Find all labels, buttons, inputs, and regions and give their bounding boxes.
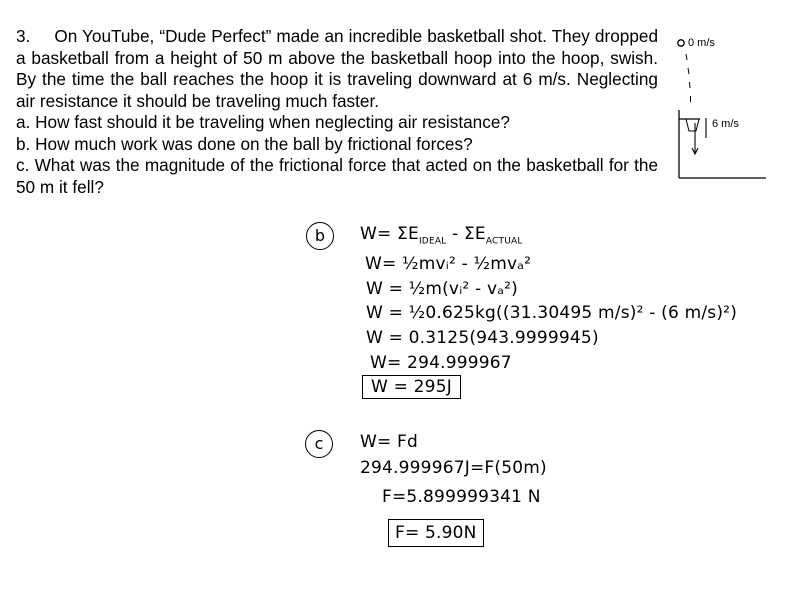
problem-intro-text: On YouTube, “Dude Perfect” made an incredible basketball shot. They dropped a basketball from a height of 50 m above the basketball hoop into the hoop, swish. By the time the ball reaches the hoop it is traveling downward at 6 m/s. Neglecting air resistance it should be traveling much faster. (16, 26, 658, 111)
part-c-circle: c (305, 430, 333, 458)
hoop-speed-label: 6 m/s (712, 118, 739, 130)
problem-statement (16, 26, 658, 198)
trajectory-dash (686, 54, 687, 60)
problem-intro (16, 26, 658, 112)
question-b: b. How much work was done on the ball by frictional forces? (16, 133, 473, 154)
solution-c-line2: 294.999967J=F(50m) (360, 458, 547, 478)
question-a: a. How fast should it be traveling when neglecting air resistance? (16, 112, 510, 132)
answer-c-box: F= 5.90N (388, 519, 484, 547)
falling-ball-figure (668, 32, 778, 187)
actual-subscript: ACTUAL (485, 236, 523, 247)
basketball-icon (678, 40, 684, 46)
solution-b-line1 (360, 224, 523, 246)
solution-c-line1: W= Fd (360, 432, 419, 452)
solution-c-line3: F=5.899999341 N (382, 487, 541, 507)
solution-b-line3: W = ½m(vᵢ² - vₐ²) (366, 279, 518, 299)
solution-b-line5: W = 0.3125(943.9999945) (366, 328, 599, 348)
solution-b-line2: W= ½mvᵢ² - ½mvₐ² (365, 254, 532, 274)
trajectory-dash (690, 82, 691, 88)
hoop-net (686, 119, 699, 131)
solution-b-line6: W= 294.999967 (370, 353, 512, 373)
minus-sum-energy: - ΣE (446, 224, 486, 244)
initial-speed-label: 0 m/s (688, 37, 715, 49)
question-c: c. What was the magnitude of the frictional force that acted on the basketball for the 50 m it fell? (16, 155, 658, 197)
ideal-subscript: IDEAL (418, 236, 447, 247)
problem-number: 3. (16, 26, 31, 46)
part-b-circle: b (306, 222, 334, 250)
answer-b-box: W = 295J (362, 375, 461, 399)
work-energy-equation: W= ΣE (360, 224, 419, 244)
trajectory-dash (688, 68, 689, 74)
solution-b-line4: W = ½0.625kg((31.30495 m/s)² - (6 m/s)²) (366, 303, 738, 323)
